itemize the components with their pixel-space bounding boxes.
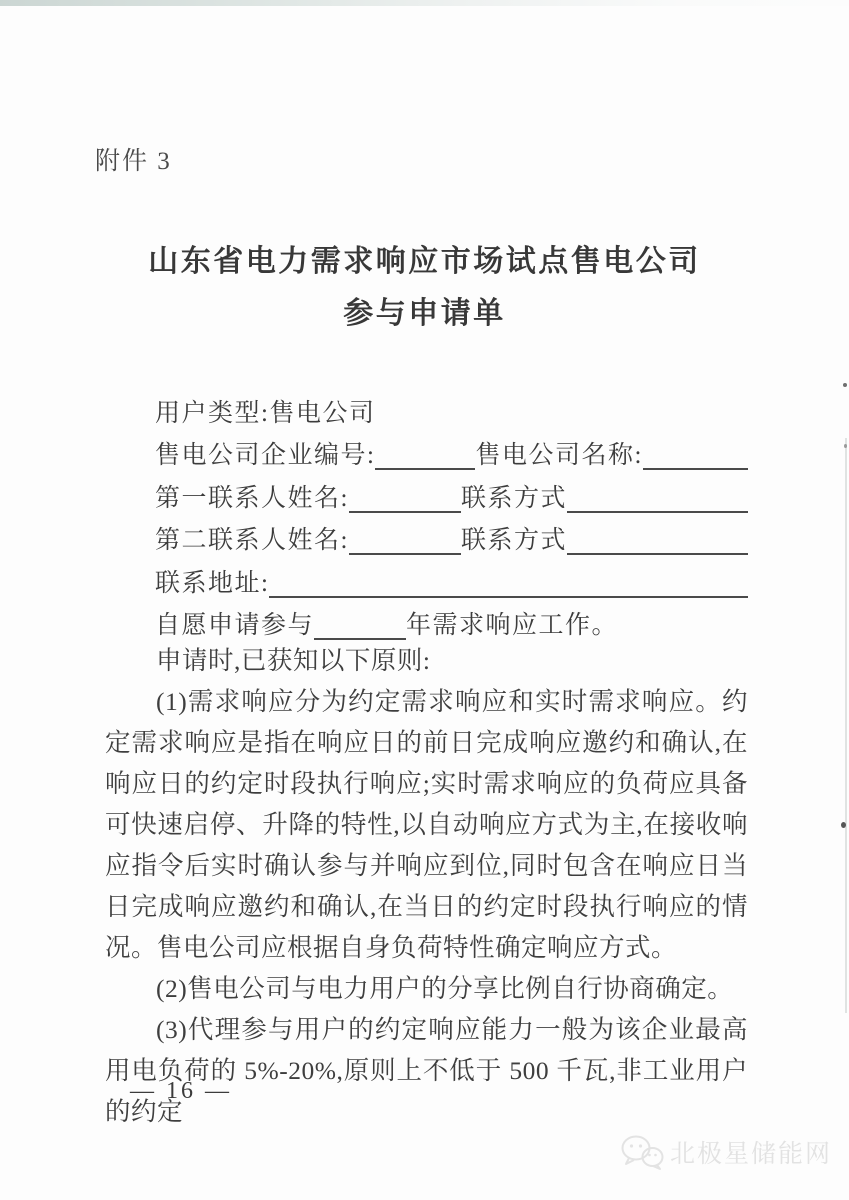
company-name-blank-field [643, 440, 748, 470]
contact2-method-blank-field [567, 525, 748, 555]
address-blank-field [269, 568, 748, 598]
title-line-1: 山东省电力需求响应市场试点售电公司 [148, 245, 701, 278]
scan-artifact-dot [844, 444, 847, 448]
form-row-user-type [155, 386, 748, 429]
attachment-label: 附件 3 [95, 148, 172, 175]
form-row-company [155, 429, 748, 472]
scan-artifact-dot [843, 383, 847, 387]
principle-1: (1)需求响应分为约定需求响应和实时需求响应。约定需求响应是指在响应日的前日完成响应邀约和确认,在响应日的约定时段执行响应;实时需求响应的负荷应具备可快速启停、升降的特性,以自动响应方式为主,在接收响应指令后实时确认参与并响应到位,同时包含在响应日当日完成响应邀约和确认,在当日的约定时段执行响应的情况。售电公司应根据自身负荷特性确定响应方式。 [105, 687, 748, 962]
contact1-method-label: 联系方式 [460, 484, 567, 512]
watermark-text: 北极星储能网 [669, 1140, 832, 1168]
contact2-name-label: 第二联系人姓名: [155, 527, 349, 554]
principles-section [105, 640, 748, 1132]
wechat-icon [619, 1134, 665, 1170]
user-type-label: 用户类型:售电公司 [155, 399, 376, 427]
contact2-method-label: 联系方式 [460, 527, 567, 554]
document-title [0, 236, 849, 340]
apply-year-suffix: 年需求响应工作。 [406, 612, 619, 639]
contact1-method-blank-field [567, 483, 748, 513]
application-form [155, 386, 748, 641]
principles-intro: 申请时,已获知以下原则: [156, 646, 431, 675]
company-name-label: 售电公司名称: [475, 442, 643, 469]
company-id-label: 售电公司企业编号: [155, 442, 376, 469]
principle-3: (3)代理参与用户的约定响应能力一般为该企业最高用电负荷的 5%-20%,原则上不低于 500 千瓦,非工业用户的约定 [105, 1015, 748, 1126]
form-row-apply-year [155, 599, 748, 642]
watermark [619, 1134, 832, 1170]
apply-year-prefix: 自愿申请参与 [155, 612, 315, 639]
contact1-name-blank-field [349, 483, 461, 513]
form-row-address [155, 556, 748, 599]
scan-artifact-right-line [845, 438, 847, 1013]
contact1-name-label: 第一联系人姓名: [155, 484, 349, 512]
scan-artifact-dot [841, 822, 846, 828]
scan-artifact-top-edge [0, 0, 849, 6]
title-line-2: 参与申请单 [343, 297, 506, 330]
page-number: — 16 — [130, 1078, 232, 1104]
address-label: 联系地址: [155, 569, 270, 597]
form-row-contact1 [155, 471, 748, 514]
principle-2: (2)售电公司与电力用户的分享比例自行协商确定。 [156, 974, 734, 1003]
contact2-name-blank-field [349, 525, 461, 555]
apply-year-blank-field [314, 610, 406, 640]
company-id-blank-field [375, 440, 475, 470]
form-row-contact2 [155, 514, 748, 557]
